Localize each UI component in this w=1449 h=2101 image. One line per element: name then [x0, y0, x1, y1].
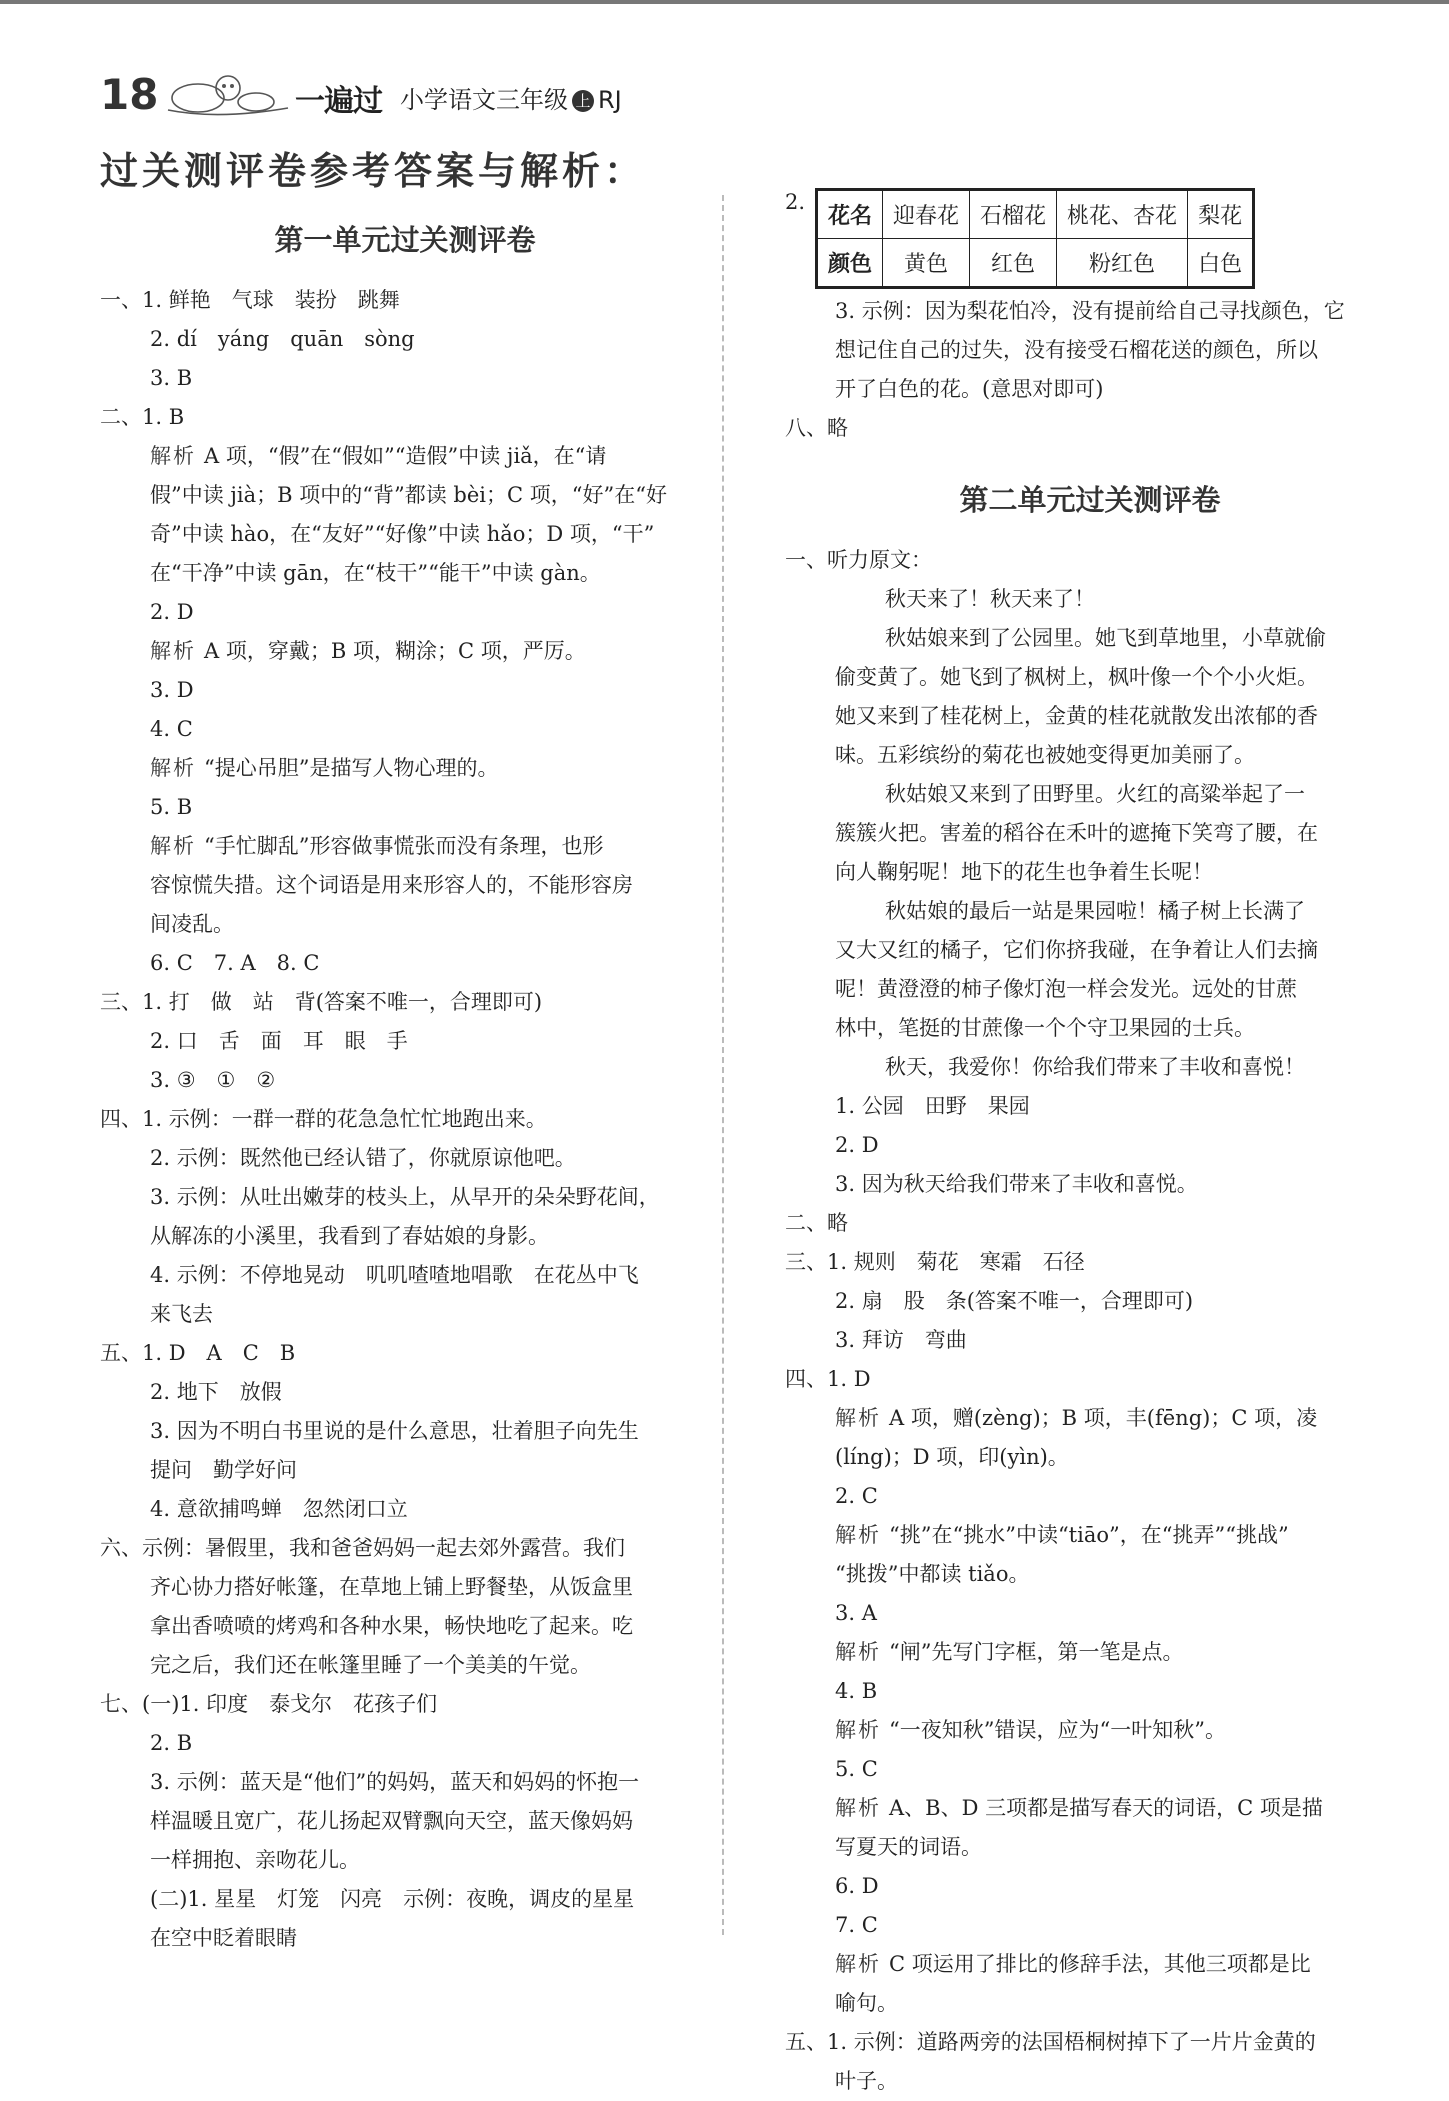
answer-text: 秋姑娘来到了公园里。她飞到草地里，小草就偷 — [885, 626, 1326, 650]
answer-line — [785, 1009, 1395, 1048]
answer-line — [785, 1477, 1395, 1516]
answer-text: 味。五彩缤纷的菊花也被她变得更加美丽了。 — [835, 743, 1255, 767]
answer-text: 2. D — [150, 600, 194, 624]
answer-text: 齐心协力搭好帐篷，在草地上铺上野餐垫，从饭盒里 — [150, 1575, 633, 1599]
answer-line — [785, 1204, 1395, 1243]
answer-text: 5. C — [835, 1757, 878, 1781]
subject-label — [400, 80, 622, 115]
right-column — [785, 188, 1395, 2101]
answer-line — [100, 1295, 710, 1334]
answer-line — [100, 515, 710, 554]
answer-text: 秋姑娘的最后一站是果园啦！橘子树上长满了 — [885, 899, 1305, 923]
answer-text: “挑”在“挑水”中读“tiāo”，在“挑弄”“挑战” — [889, 1523, 1289, 1547]
answer-line — [785, 2062, 1395, 2101]
answer-line — [785, 1243, 1395, 1282]
answer-text: 五、1. 示例：道路两旁的法国梧桐树掉下了一片片金黄的 — [785, 2030, 1316, 2054]
answer-line — [785, 1672, 1395, 1711]
answer-line — [785, 1282, 1395, 1321]
answer-line — [100, 1724, 710, 1763]
answer-text: “闸”先写门字框，第一笔是点。 — [889, 1640, 1184, 1664]
page-number: 18 — [100, 70, 159, 119]
answer-text: 八、略 — [785, 416, 848, 440]
answer-line — [785, 619, 1395, 658]
table-question-number: 2. — [785, 190, 806, 214]
answer-line — [785, 1399, 1395, 1438]
answer-line — [785, 1945, 1395, 1984]
answer-text: 六、示例：暑假里，我和爸爸妈妈一起去郊外露营。我们 — [100, 1536, 625, 1560]
answer-line — [100, 1529, 710, 1568]
answer-text: 她又来到了桂花树上，金黄的桂花就散发出浓郁的香 — [835, 704, 1318, 728]
table-cell: 梨花 — [1188, 190, 1254, 239]
answer-text: 又大又红的橘子，它们你挤我碰，在争着让人们去摘 — [835, 938, 1318, 962]
answer-text: 3. 因为秋天给我们带来了丰收和喜悦。 — [835, 1172, 1198, 1196]
answer-line — [785, 892, 1395, 931]
answer-line — [785, 2023, 1395, 2062]
answer-line — [785, 1516, 1395, 1555]
answer-line — [785, 1360, 1395, 1399]
answer-text: (二)1. 星星 灯笼 闪亮 示例：夜晚，调皮的星星 — [150, 1887, 635, 1911]
answer-text: 3. 拜访 弯曲 — [835, 1328, 967, 1352]
answer-text: 7. C — [835, 1913, 878, 1937]
answer-text: 3. D — [150, 678, 194, 702]
answer-line — [785, 931, 1395, 970]
answer-line — [785, 1087, 1395, 1126]
answer-text: 间凌乱。 — [150, 912, 234, 936]
answer-line — [785, 1321, 1395, 1360]
answer-line — [785, 970, 1395, 1009]
unit-2-title: 第二单元过关测评卷 — [959, 483, 1221, 517]
answer-line — [100, 476, 710, 515]
answer-line — [785, 1867, 1395, 1906]
answer-text: 假”中读 jià；B 项中的“背”都读 bèi；C 项，“好”在“好 — [150, 483, 667, 507]
answer-text: 3. A — [835, 1601, 877, 1625]
answer-line — [100, 1841, 710, 1880]
answer-line — [785, 1906, 1395, 1945]
answer-text: 4. 意欲捕鸣蝉 忽然闭口立 — [150, 1497, 408, 1521]
table-row — [817, 239, 1254, 288]
answer-text: A、B、D 三项都是描写春天的词语，C 项是描 — [889, 1796, 1323, 1820]
answer-line — [785, 1126, 1395, 1165]
answer-line — [100, 1100, 710, 1139]
table-cell: 白色 — [1188, 239, 1254, 288]
answer-text: 林中，笔挺的甘蔗像一个个守卫果园的士兵。 — [835, 1016, 1255, 1040]
flower-color-table — [815, 188, 1255, 289]
answer-line — [100, 1646, 710, 1685]
answer-line — [785, 814, 1395, 853]
answer-line — [785, 1594, 1395, 1633]
analysis-label: 解析 — [835, 1406, 881, 1430]
answer-text: 五、1. D A C B — [100, 1341, 296, 1365]
answer-text: 容惊慌失措。这个词语是用来形容人的，不能形容房 — [150, 873, 633, 897]
answer-line — [100, 983, 710, 1022]
answer-line — [785, 409, 1395, 448]
answer-text: 拿出香喷喷的烤鸡和各种水果，畅快地吃了起来。吃 — [150, 1614, 633, 1638]
answer-text: A 项，“假”在“假如”“造假”中读 jiǎ，在“请 — [204, 444, 607, 468]
answer-text: 2. 示例：既然他已经认错了，你就原谅他吧。 — [150, 1146, 576, 1170]
answer-text: 秋天，我爱你！你给我们带来了丰收和喜悦！ — [885, 1055, 1305, 1079]
table-cell: 花名 — [817, 190, 883, 239]
answer-line — [785, 541, 1395, 580]
answer-line — [100, 632, 710, 671]
answer-line — [785, 1048, 1395, 1087]
table-cell: 迎春花 — [883, 190, 970, 239]
answer-line — [100, 1568, 710, 1607]
answer-line — [100, 398, 710, 437]
answer-text: 秋天来了！秋天来了！ — [885, 587, 1095, 611]
answer-line — [100, 1685, 710, 1724]
answer-text: 呢！黄澄澄的柿子像灯泡一样会发光。远处的甘蔗 — [835, 977, 1297, 1001]
answer-text: 6. C 7. A 8. C — [150, 951, 320, 975]
answer-text: 4. 示例：不停地晃动 叽叽喳喳地唱歌 在花丛中飞 — [150, 1263, 639, 1287]
answer-line — [785, 1633, 1395, 1672]
answer-text: 2. 口 舌 面 耳 眼 手 — [150, 1029, 408, 1053]
answer-text: 向人鞠躬呢！地下的花生也争着生长呢！ — [835, 860, 1213, 884]
answer-line — [100, 1802, 710, 1841]
answer-text: 在“干净”中读 gān，在“枝干”“能干”中读 gàn。 — [150, 561, 601, 585]
unit-1-answers — [100, 281, 710, 1958]
answer-line — [100, 788, 710, 827]
analysis-label: 解析 — [835, 1523, 881, 1547]
answer-text: 开了白色的花。(意思对即可) — [835, 377, 1104, 401]
answer-text: 四、1. D — [785, 1367, 871, 1391]
edition-label: RJ — [598, 86, 622, 114]
grade-volume-mark: 上 — [572, 90, 594, 112]
answer-line — [785, 1984, 1395, 2023]
answer-text: 2. dí yáng quān sòng — [150, 327, 415, 351]
answer-text: 完之后，我们还在帐篷里睡了一个美美的午觉。 — [150, 1653, 591, 1677]
answer-line — [100, 593, 710, 632]
answer-line — [785, 775, 1395, 814]
answer-line — [785, 580, 1395, 619]
answer-line — [100, 710, 710, 749]
table-row — [817, 190, 1254, 239]
main-title: 过关测评卷参考答案与解析： — [100, 149, 647, 193]
answer-line — [100, 1880, 710, 1919]
answer-line — [100, 1490, 710, 1529]
answer-text: 3. ③ ① ② — [150, 1068, 276, 1092]
answer-line — [100, 1217, 710, 1256]
answer-text: 1. 公园 田野 果园 — [835, 1094, 1030, 1118]
answer-line — [100, 554, 710, 593]
answer-text: 一、1. 鲜艳 气球 装扮 跳舞 — [100, 288, 400, 312]
answer-line — [100, 1061, 710, 1100]
table-cell: 桃花、杏花 — [1057, 190, 1188, 239]
answer-text: A 项，赠(zèng)；B 项，丰(fēng)；C 项，凌 — [889, 1406, 1318, 1430]
answer-text: 4. B — [835, 1679, 878, 1703]
answer-text: 叶子。 — [835, 2069, 898, 2093]
answer-text: 三、1. 打 做 站 背(答案不唯一，合理即可) — [100, 990, 543, 1014]
answer-line — [100, 1178, 710, 1217]
answer-line — [100, 359, 710, 398]
answer-text: 簇簇火把。害羞的稻谷在禾叶的遮掩下笑弯了腰，在 — [835, 821, 1318, 845]
answer-line — [785, 292, 1395, 331]
analysis-label: 解析 — [835, 1952, 881, 1976]
subject-grade-text: 小学语文三年级 — [400, 86, 568, 114]
analysis-label: 解析 — [150, 444, 196, 468]
answer-text: 从解冻的小溪里，我看到了春姑娘的身影。 — [150, 1224, 549, 1248]
answer-line — [785, 1711, 1395, 1750]
answer-line — [100, 1607, 710, 1646]
answer-line — [785, 1789, 1395, 1828]
answer-line — [785, 1555, 1395, 1594]
analysis-label: 解析 — [835, 1718, 881, 1742]
answer-text: A 项，穿戴；B 项，糊涂；C 项，严厉。 — [204, 639, 586, 663]
answer-text: 3. 示例：从吐出嫩芽的枝头上，从早开的朵朵野花间， — [150, 1185, 660, 1209]
answer-text: 二、1. B — [100, 405, 185, 429]
answer-text: 6. D — [835, 1874, 879, 1898]
answer-line — [785, 853, 1395, 892]
table-cell: 黄色 — [883, 239, 970, 288]
answer-text: 在空中眨着眼睛 — [150, 1926, 297, 1950]
analysis-label: 解析 — [150, 639, 196, 663]
answer-line — [100, 437, 710, 476]
answer-line — [785, 736, 1395, 775]
answer-text: “手忙脚乱”形容做事慌张而没有条理，也形 — [204, 834, 604, 858]
analysis-label: 解析 — [835, 1640, 881, 1664]
answer-line — [785, 1750, 1395, 1789]
answer-line — [100, 1763, 710, 1802]
unit-1-title: 第一单元过关测评卷 — [274, 223, 536, 257]
answer-line — [785, 1828, 1395, 1867]
answer-line — [100, 1451, 710, 1490]
answer-line — [100, 905, 710, 944]
answer-line — [100, 1412, 710, 1451]
answer-text: 一样拥抱、亲吻花儿。 — [150, 1848, 360, 1872]
unit-2-answers — [785, 541, 1395, 2101]
answer-line — [100, 1139, 710, 1178]
answer-line — [785, 1165, 1395, 1204]
answer-line — [100, 1334, 710, 1373]
flower-color-table-block — [785, 188, 1395, 292]
unit-1-answers-continued — [785, 292, 1395, 448]
answer-line — [100, 749, 710, 788]
answer-text: 喻句。 — [835, 1991, 898, 2015]
answer-text: “提心吊胆”是描写人物心理的。 — [204, 756, 499, 780]
answer-line — [100, 1919, 710, 1958]
answer-line — [100, 320, 710, 359]
answer-line — [100, 827, 710, 866]
answer-line — [785, 370, 1395, 409]
answer-text: 2. C — [835, 1484, 878, 1508]
answer-text: 一、听力原文： — [785, 548, 932, 572]
answer-text: 提问 勤学好问 — [150, 1458, 297, 1482]
answer-line — [100, 1373, 710, 1412]
table-cell: 颜色 — [817, 239, 883, 288]
table-cell: 红色 — [970, 239, 1057, 288]
answer-text: 秋姑娘又来到了田野里。火红的高粱举起了一 — [885, 782, 1305, 806]
answer-line — [100, 866, 710, 905]
answer-line — [785, 1438, 1395, 1477]
answer-text: C 项运用了排比的修辞手法，其他三项都是比 — [889, 1952, 1311, 1976]
page-header — [100, 70, 1200, 120]
column-divider — [722, 195, 724, 1935]
analysis-label: 解析 — [150, 756, 196, 780]
cartoon-logo-icon — [158, 70, 293, 120]
answer-text: (líng)；D 项，印(yìn)。 — [835, 1445, 1069, 1469]
answer-text: 2. 扇 股 条(答案不唯一，合理即可) — [835, 1289, 1194, 1313]
answer-text: 二、略 — [785, 1211, 848, 1235]
analysis-label: 解析 — [150, 834, 196, 858]
answer-text: 三、1. 规则 菊花 寒霜 石径 — [785, 1250, 1085, 1274]
answer-text: 3. 示例：蓝天是“他们”的妈妈，蓝天和妈妈的怀抱一 — [150, 1770, 640, 1794]
answer-line — [100, 1022, 710, 1061]
answer-line — [100, 671, 710, 710]
answer-line — [100, 944, 710, 983]
answer-text: 2. B — [150, 1731, 193, 1755]
answer-line — [785, 658, 1395, 697]
answer-text: 样温暖且宽广，花儿扬起双臂飘向天空，蓝天像妈妈 — [150, 1809, 633, 1833]
top-border-line — [0, 0, 1449, 4]
answer-line — [100, 281, 710, 320]
analysis-label: 解析 — [835, 1796, 881, 1820]
answer-text: 写夏天的词语。 — [835, 1835, 982, 1859]
table-cell: 粉红色 — [1057, 239, 1188, 288]
answer-text: “一夜知秋”错误，应为“一叶知秋”。 — [889, 1718, 1226, 1742]
answer-text: 奇”中读 hào，在“友好”“好像”中读 hǎo；D 项，“干” — [150, 522, 655, 546]
left-column — [100, 200, 710, 1958]
answer-text: 2. 地下 放假 — [150, 1380, 282, 1404]
answer-text: 2. D — [835, 1133, 879, 1157]
answer-line — [785, 331, 1395, 370]
answer-text: 四、1. 示例：一群一群的花急急忙忙地跑出来。 — [100, 1107, 547, 1131]
answer-text: “挑拨”中都读 tiǎo。 — [835, 1562, 1030, 1586]
answer-line — [785, 697, 1395, 736]
answer-text: 5. B — [150, 795, 193, 819]
answer-text: 偷变黄了。她飞到了枫树上，枫叶像一个个小火炬。 — [835, 665, 1318, 689]
answer-text: 来飞去 — [150, 1302, 213, 1326]
brand-name: 一遍过 — [295, 84, 382, 119]
table-cell: 石榴花 — [970, 190, 1057, 239]
answer-text: 3. 因为不明白书里说的是什么意思，壮着胆子向先生 — [150, 1419, 639, 1443]
answer-text: 3. B — [150, 366, 193, 390]
answer-line — [100, 1256, 710, 1295]
answer-text: 3. 示例：因为梨花怕冷，没有提前给自己寻找颜色，它 — [835, 299, 1345, 323]
answer-text: 4. C — [150, 717, 193, 741]
answer-text: 七、(一)1. 印度 泰戈尔 花孩子们 — [100, 1692, 438, 1716]
answer-text: 想记住自己的过失，没有接受石榴花送的颜色，所以 — [835, 338, 1318, 362]
